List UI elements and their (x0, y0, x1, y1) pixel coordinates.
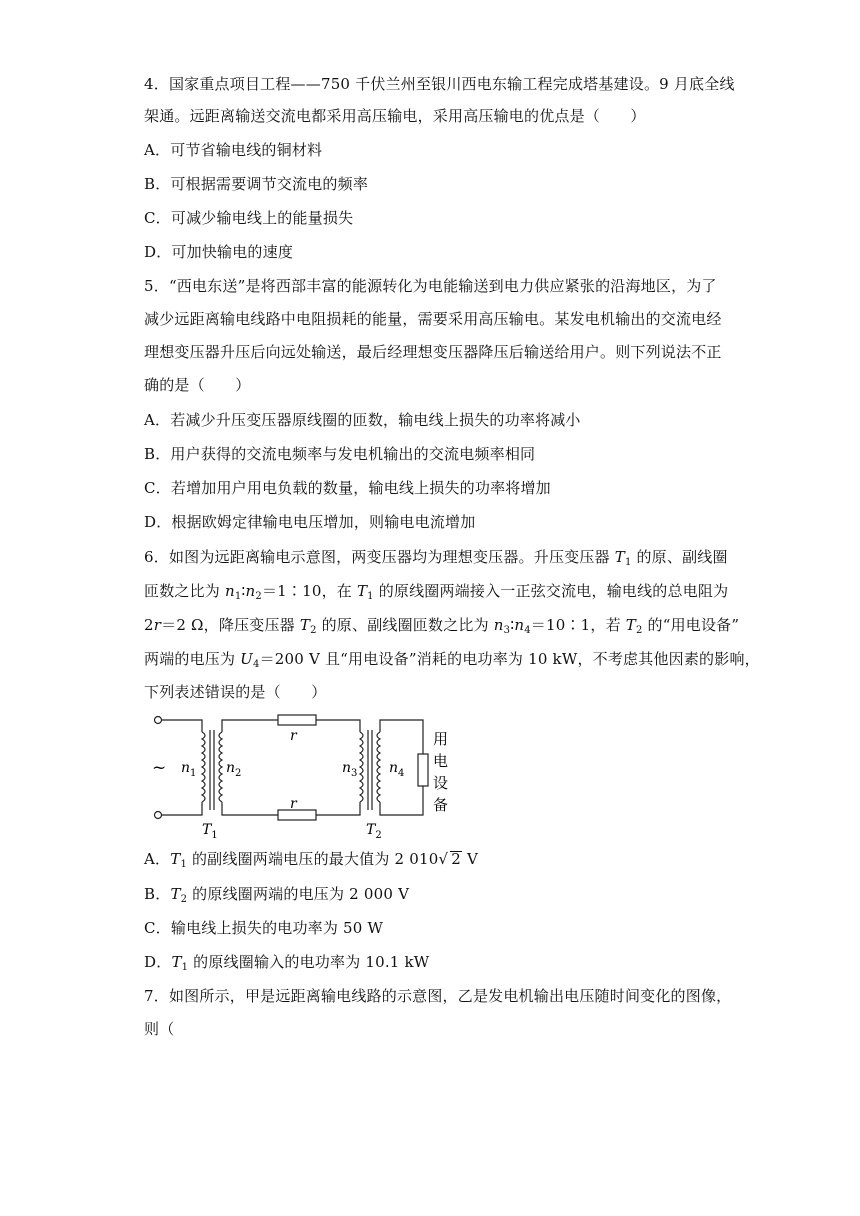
q5-stem-line4: 确的是（ ） (144, 376, 251, 394)
q5-option-b: B．用户获得的交流电频率与发电机输出的交流电频率相同 (144, 445, 536, 463)
q4-option-d: D．可加快输电的速度 (144, 243, 294, 261)
device-label-char-2: 电 (433, 752, 449, 770)
q4-option-c: C．可减少输电线上的能量损失 (144, 209, 354, 227)
q6-stem-line2: 匝数之比为 $n_1∶n_2=1∶10$，在 $T_1$ 的原线圈两端接入一正弦交流电，输电线的总电阻为 (144, 582, 729, 602)
q4-stem-line1: 4．国家重点项目工程——750 千伏兰州至银川西电东输工程完成塔基建设。9 月底全线 (144, 75, 735, 93)
q7-stem-line2: 则（ (144, 1020, 175, 1038)
q7-stem-line1: 7．如图所示，甲是远距离输电线路的示意图，乙是发电机输出电压随时间变化的图像， (144, 987, 732, 1005)
coil-n4-label: $n_4$ (389, 760, 405, 779)
ac-source-symbol: ~ (152, 758, 167, 778)
sqrt-radicand: 2 (451, 850, 462, 868)
resistor-top-icon (278, 715, 316, 725)
transformer-t1-label: $T_1$ (202, 822, 218, 841)
q5-stem-line3: 理想变压器升压后向远处输送，最后经理想变压器降压后输送给用户。则下列说法不正 (144, 343, 722, 361)
q4-option-b: B．可根据需要调节交流电的频率 (144, 175, 369, 193)
load-device-icon (418, 754, 428, 786)
coil-n2-label: $n_2$ (226, 760, 242, 779)
device-label-char-4: 备 (433, 796, 449, 814)
q4-stem-line2: 架通。远距离输送交流电都采用高压输电，采用高压输电的优点是（ ） (144, 107, 646, 125)
transformer-t2-label: $T_2$ (366, 822, 382, 841)
input-terminal-top (155, 717, 162, 724)
q6-option-c: C．输电线上损失的电功率为 50 W (144, 919, 384, 937)
transmission-circuit-diagram (144, 712, 464, 842)
q5-option-d: D．根据欧姆定律输电电压增加，则输电电流增加 (144, 513, 476, 531)
device-label-char-3: 设 (433, 774, 449, 792)
q6-stem-line5: 下列表述错误的是（ ） (144, 683, 327, 701)
device-label-char-1: 用 (433, 730, 449, 748)
q6-stem-line4: 两端的电压为 $U_4=200$ V 且“用电设备”消耗的电功率为 10 kW，不考虑其他因素的影响， (144, 650, 760, 670)
q6-option-b: B．$T_2$ 的原线圈两端的电压为 2 000 V (144, 885, 410, 905)
resistor-bottom-icon (278, 810, 316, 820)
q5-stem-line2: 减少远距离输电线路中电阻损耗的能量，需要采用高压输电。某发电机输出的交流电经 (144, 310, 722, 328)
q5-option-a: A．若减少升压变压器原线圈的匝数，输电线上损失的功率将减小 (144, 411, 581, 429)
q5-stem-line1: 5．“西电东送”是将西部丰富的能源转化为电能输送到电力供应紧张的沿海地区，为了 (144, 277, 717, 295)
resistor-top-label: r (290, 728, 297, 744)
q6-stem-line1: 6．如图为远距离输电示意图，两变压器均为理想变压器。升压变压器 $T_1$ 的原、副线圈 (144, 548, 728, 568)
q5-option-c: C．若增加用户用电负载的数量，输电线上损失的功率将增加 (144, 479, 551, 497)
q6-option-a: A．$T_1$ 的副线圈两端电压的最大值为 2 010√ 2 V (144, 850, 479, 870)
resistor-bottom-label: r (290, 796, 297, 812)
coil-n1-label: $n_1$ (181, 760, 197, 779)
q6-option-d: D．$T_1$ 的原线圈输入的电功率为 10.1 kW (144, 953, 430, 973)
input-terminal-bottom (155, 812, 162, 819)
q6-stem-line3: 2r＝2 Ω，降压变压器 $T_2$ 的原、副线圈匝数之比为 $n_3∶n_4=10∶1$，若 $T_2$ 的“用电设备” (144, 616, 740, 636)
q4-option-a: A．可节省输电线的铜材料 (144, 141, 323, 159)
coil-n3-label: $n_3$ (342, 760, 358, 779)
